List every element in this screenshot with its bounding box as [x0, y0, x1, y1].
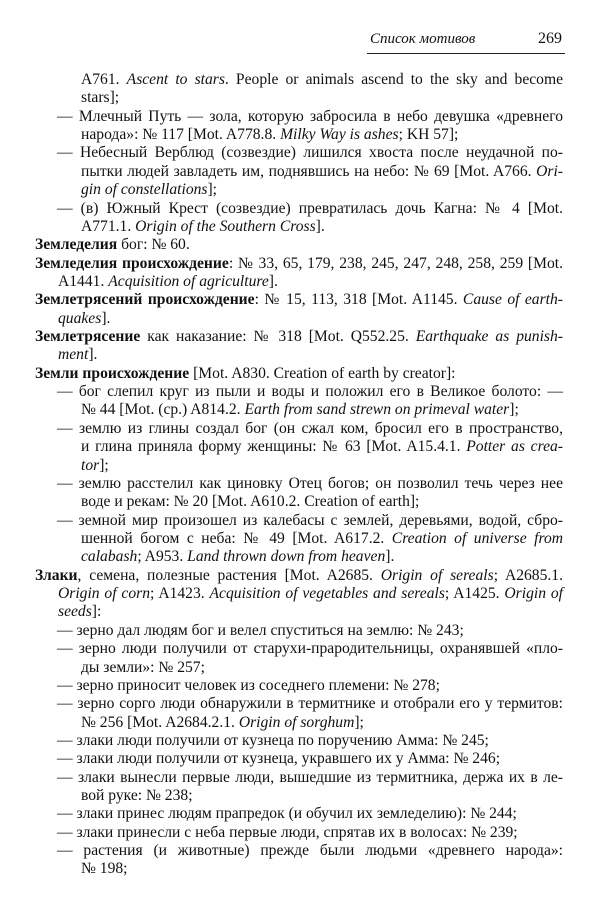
- text-span: ];: [509, 401, 519, 419]
- text-line: [35, 108, 563, 126]
- text-line: [35, 200, 563, 218]
- text-line: [35, 383, 563, 401]
- motif-title: Ascent to stars: [126, 71, 225, 88]
- text-span: ].: [315, 217, 325, 235]
- text-line: [35, 695, 563, 713]
- text-line: [35, 291, 563, 309]
- motif-title: Earthquake as punish-: [415, 328, 563, 346]
- text-line: [35, 512, 563, 530]
- motif-title: Land thrown down from heaven: [187, 548, 386, 566]
- text-span: : № 15, 113, 318 [Mot. A1145.: [254, 291, 463, 309]
- motif-title: Origin of the Southern Cross: [135, 217, 316, 235]
- text-line: [35, 677, 563, 695]
- text-span: A1441.: [58, 272, 109, 290]
- text-span: ; A2685.1.: [493, 566, 563, 584]
- text-line: [35, 181, 563, 199]
- text-span: ; A1423.: [150, 585, 210, 603]
- text-line: [35, 89, 563, 107]
- entry-heading: Земли происхождение: [35, 364, 190, 382]
- text-span: — злаки люди получили от кузнеца по поручению Амма: № 245;: [57, 731, 489, 749]
- text-line: [35, 438, 563, 456]
- motif-title: calabash: [81, 548, 138, 566]
- text-span: — землю из глины создал бог (он сжал ком, бросил его в пространство,: [57, 419, 563, 437]
- text-span: ; A953.: [137, 548, 188, 566]
- text-span: вой руке: № 238;: [81, 787, 193, 805]
- text-line: [35, 236, 563, 254]
- page-header: [367, 27, 565, 54]
- entry-heading: Злаки: [35, 566, 78, 584]
- motif-title: gin of constellations: [81, 181, 208, 199]
- text-line: [35, 493, 563, 511]
- entry-heading: Землетрясение: [35, 328, 141, 346]
- motif-title: tor: [81, 456, 100, 474]
- motif-title: Ori-: [536, 162, 563, 180]
- text-span: бог: № 60.: [117, 236, 190, 254]
- text-span: — земной мир произошел из калебасы с землей, деревьями, водой, сбро-: [57, 511, 563, 529]
- motif-title: Origin of sereals: [380, 566, 494, 584]
- text-line: [35, 659, 563, 677]
- text-line: [35, 328, 563, 346]
- text-span: воде и рекам: № 20 [Mot. A610.2. Creation of earth];: [81, 493, 420, 511]
- text-span: — злаки принес людям прапредок (и обучил их земледелию): № 244;: [57, 805, 517, 823]
- text-line: [35, 530, 563, 548]
- motif-index-text: [35, 71, 563, 879]
- text-span: : № 33, 65, 179, 238, 245, 247, 248, 258, 259 [Mot.: [228, 254, 564, 272]
- text-span: — злаки вынесли первые люди, вышедшие из термитника, держа их в ле-: [57, 768, 563, 786]
- text-span: шенной богом с неба: № 49 [Mot. A617.2.: [81, 529, 392, 547]
- text-span: ].: [385, 548, 395, 566]
- text-line: [35, 273, 563, 291]
- text-span: — землю расстелил как циновку Отец богов; он позволил течь через нее: [57, 474, 563, 492]
- motif-title: Cause of earth-: [462, 291, 563, 309]
- text-line: [35, 603, 563, 621]
- motif-title: Potter as crea-: [466, 438, 563, 456]
- text-line: [35, 310, 563, 328]
- text-line: [35, 457, 563, 475]
- text-span: № 198;: [81, 860, 128, 878]
- text-line: [35, 732, 563, 750]
- motif-title: ment: [58, 346, 89, 364]
- text-span: ];: [99, 456, 109, 474]
- motif-title: quakes: [58, 309, 102, 327]
- text-span: № 44 [Mot. (ср.) A814.2.: [81, 401, 245, 419]
- text-span: ды земли»: № 257;: [81, 658, 205, 676]
- text-line: [35, 71, 563, 89]
- text-span: — злаки люди получили от кузнеца, укравшего их у Амма: № 246;: [57, 750, 501, 768]
- text-line: [35, 805, 563, 823]
- text-span: народа»: № 117 [Mot. A778.8.: [81, 126, 281, 144]
- entry-heading: Земледелия происхождение: [35, 254, 229, 272]
- entry-heading: Земледелия: [35, 236, 118, 254]
- motif-title: Earth from sand strewn on primeval water: [244, 401, 510, 419]
- text-span: . People or animals ascend to the sky and become: [224, 71, 564, 88]
- motif-title: Milky Way is ashes: [280, 126, 399, 144]
- motif-title: Origin of: [504, 585, 563, 603]
- motif-title: Origin of corn: [58, 585, 150, 603]
- text-span: ].: [101, 309, 111, 327]
- text-span: — Небесный Верблюд (созвездие) лишился хвоста после неудачной по-: [57, 144, 563, 162]
- text-span: — растения (и животные) прежде были людьми «древнего народа»:: [57, 842, 563, 860]
- text-line: [35, 420, 563, 438]
- text-span: , семена, полезные растения [Mot. A2685.: [77, 566, 381, 584]
- text-span: — бог слепил круг из пыли и воды и положил его в Великое болото: —: [57, 383, 563, 401]
- text-line: [35, 787, 563, 805]
- running-title: Список мотивов: [370, 31, 476, 47]
- entry-heading: Землетрясений происхождение: [35, 291, 255, 309]
- text-line: [35, 567, 563, 585]
- text-span: ].: [268, 272, 278, 290]
- motif-title: Origin of sorghum: [238, 713, 355, 731]
- text-span: — злаки принесли с неба первые люди, спрятав их в волосах: № 239;: [57, 823, 518, 841]
- text-line: [35, 750, 563, 768]
- text-line: [35, 622, 563, 640]
- text-line: [35, 842, 563, 860]
- motif-title: seeds: [58, 603, 92, 621]
- text-span: ]:: [91, 603, 102, 621]
- text-line: [35, 163, 563, 181]
- text-line: [35, 714, 563, 732]
- text-line: [35, 475, 563, 493]
- motif-title: Creation of universe from: [391, 529, 564, 547]
- text-span: ];: [207, 181, 218, 199]
- text-line: [35, 769, 563, 787]
- text-line: [35, 144, 563, 162]
- page-number: 269: [538, 30, 562, 47]
- text-span: A771.1.: [81, 217, 136, 235]
- text-line: [35, 255, 563, 273]
- text-line: [35, 548, 563, 566]
- text-span: — зерно люди получили от старухи-прародительницы, охранявшей «пло-: [57, 640, 563, 658]
- text-line: [35, 824, 563, 842]
- text-span: и глина приняла форму женщины: № 63 [Mot. A15.4.1.: [81, 438, 467, 456]
- text-span: ; KH 57];: [398, 126, 459, 144]
- text-line: [35, 401, 563, 419]
- text-span: stars];: [81, 89, 120, 107]
- text-span: как наказание: № 318 [Mot. Q552.25.: [140, 328, 416, 346]
- text-span: ; A1425.: [444, 585, 505, 603]
- text-line: [35, 640, 563, 658]
- text-span: — зерно приносит человек из соседнего племени: № 278;: [57, 676, 440, 694]
- text-span: A761.: [81, 71, 127, 88]
- motif-title: Acquisition of vegetables and sereals: [209, 585, 445, 603]
- motif-title: Acquisition of agriculture: [108, 272, 269, 290]
- text-span: [Mot. A830. Creation of earth by creator]:: [189, 364, 456, 382]
- text-span: — зерно дал людям бог и велел спуститься на землю: № 243;: [57, 621, 464, 639]
- text-span: ];: [354, 713, 364, 731]
- text-line: [35, 585, 563, 603]
- text-span: пытки людей завладеть им, поднявшись на небо: № 69 [Mot. A766.: [81, 162, 537, 180]
- text-line: [35, 346, 563, 364]
- text-line: [35, 126, 563, 144]
- text-line: [35, 860, 563, 878]
- text-span: — (в) Южный Крест (созвездие) превратилась дочь Кагна: № 4 [Mot.: [57, 199, 563, 217]
- text-span: — зерно сорго люди обнаружили в термитнике и отобрали его у термитов:: [57, 695, 563, 713]
- text-span: — Млечный Путь — зола, которую забросила в небо девушка «древнего: [57, 107, 563, 125]
- text-span: ].: [88, 346, 98, 364]
- text-line: [35, 218, 563, 236]
- text-span: № 256 [Mot. A2684.2.1.: [81, 713, 239, 731]
- text-line: [35, 365, 563, 383]
